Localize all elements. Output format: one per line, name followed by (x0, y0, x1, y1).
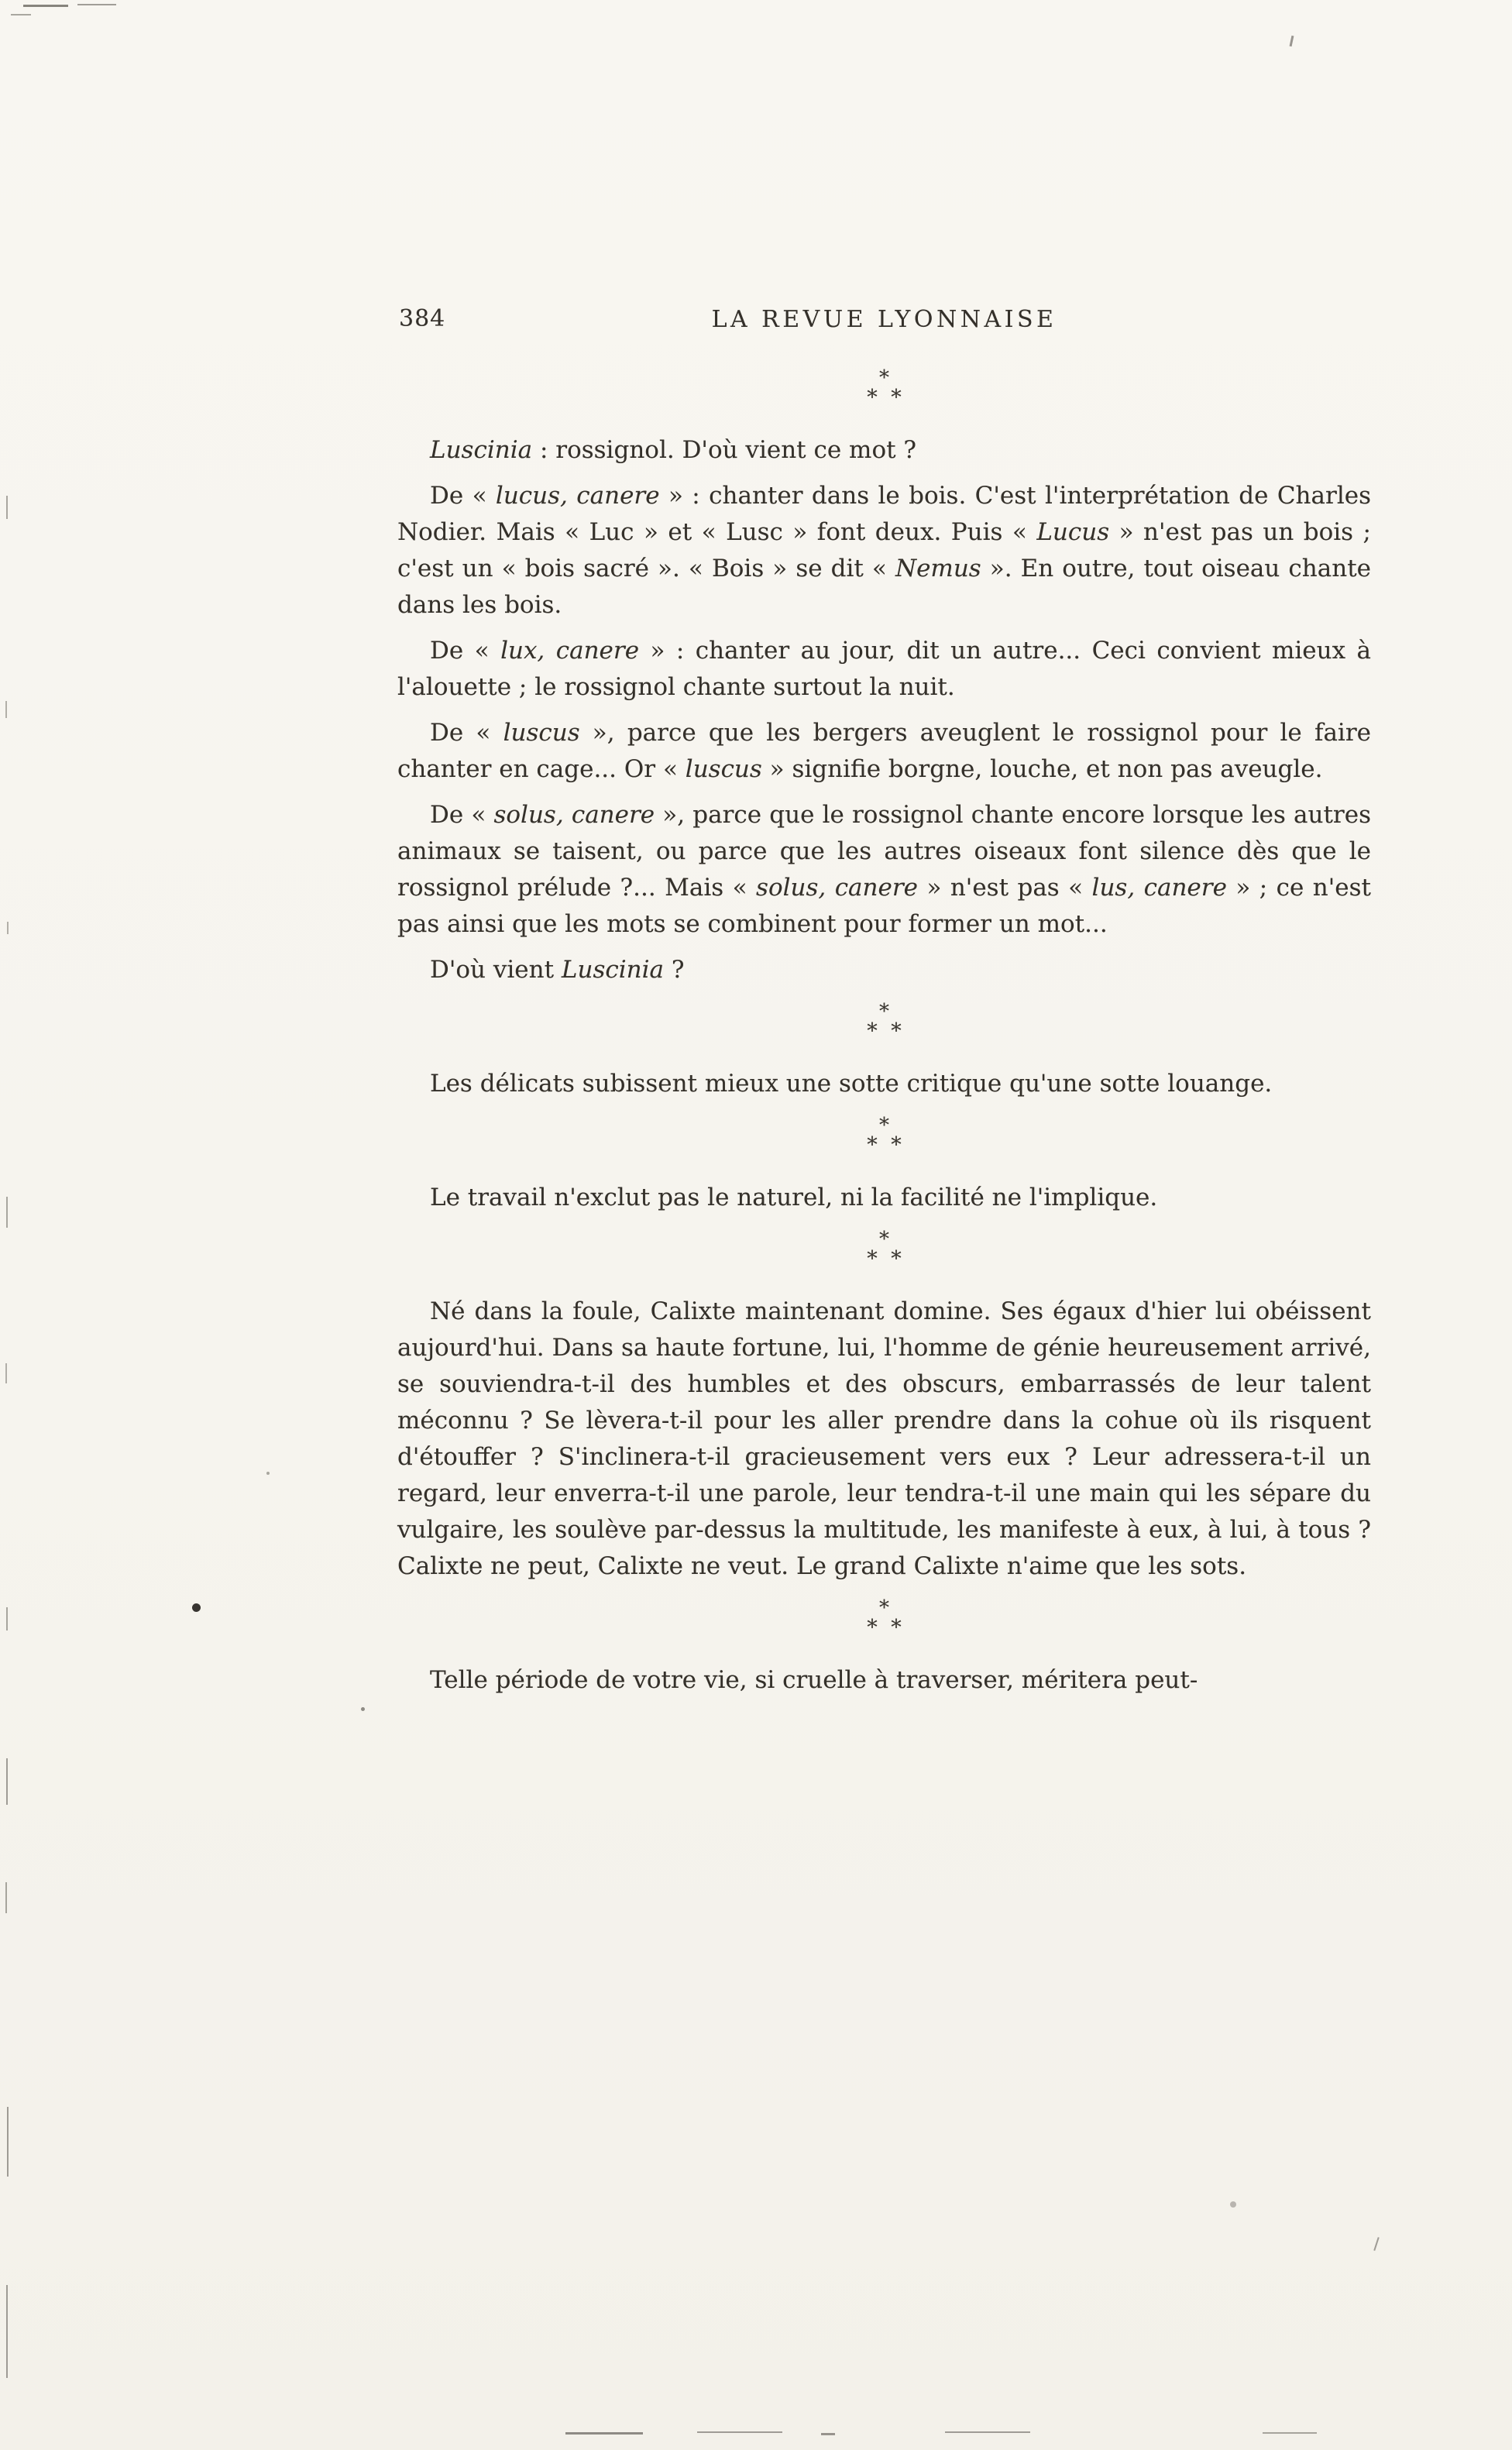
asterisk-icon: * * (867, 386, 902, 410)
body-text: : rossignol. D'où vient ce mot ? (532, 436, 917, 464)
asterisk-icon: * * (867, 1247, 902, 1271)
body-text: De « (430, 719, 503, 747)
asterisk-icon: * (879, 1114, 889, 1137)
paragraph-9 (397, 1294, 1371, 1585)
scan-artifact (5, 1882, 7, 1913)
scan-artifact (1290, 36, 1294, 46)
scan-artifact (5, 1363, 7, 1383)
scan-artifact (697, 2431, 782, 2433)
body-text: D'où vient (430, 956, 562, 984)
asterism-separator-4 (397, 1230, 1371, 1270)
body-text: » n'est pas « (918, 874, 1092, 902)
scan-artifact (945, 2431, 1030, 2433)
asterisk-icon: * (879, 1596, 889, 1620)
paragraph-7 (397, 1066, 1371, 1102)
italic-text: luscus (503, 719, 580, 747)
body-text: » signifie borgne, louche, et non pas aveugle. (761, 755, 1323, 783)
body-text: », parce que le rossignol chante encore lorsque les autres animaux se taisent, ou parce que les autres oiseaux font silence dès que le rossignol prélude ?... Mais « (397, 801, 1372, 902)
italic-text: Nemus (895, 555, 981, 582)
page-number: 384 (399, 305, 446, 332)
scan-artifact (6, 1758, 8, 1805)
scan-artifact (821, 2433, 835, 2435)
ink-dot-artifact (192, 1603, 201, 1612)
page-header (397, 304, 1371, 335)
italic-text: luscus (685, 755, 762, 783)
asterisk-icon: * (879, 1228, 889, 1251)
body-text: » : chanter au jour, dit un autre... Ceci convient mieux à l'alouette ; le rossignol chante surtout la nuit. (397, 637, 1372, 701)
paragraph-3 (397, 633, 1371, 706)
body-text: ? (664, 956, 685, 984)
asterism-separator-3 (397, 1116, 1371, 1156)
paragraph-5 (397, 797, 1371, 943)
scan-artifact (5, 701, 7, 718)
asterisk-icon: * (879, 1000, 889, 1023)
scan-artifact (6, 496, 8, 519)
scan-artifact (6, 1607, 8, 1630)
asterisk-icon: * * (867, 1019, 902, 1043)
scan-artifact (266, 1472, 270, 1475)
paragraph-4 (397, 715, 1371, 788)
text-column (397, 304, 1371, 1708)
scan-artifact (1373, 2237, 1379, 2251)
body-text: Né dans la foule, Calixte maintenant domine. Ses égaux d'hier lui obéissent aujourd'hui. Dans sa haute fortune, lui, l'homme de génie heureusement arrivé, se souviendra-t-il des humbles et des obscurs, embarrassés de leur talent méconnu ? Se lèvera-t-il pour les aller prendre dans la cohue où ils risquent d'étouffer ? S'inclinera-t-il gracieusement vers eux ? Leur adressera-t-il un regard, leur enverra-t-il une parole, leur tendra-t-il une main qui les sépare du vulgaire, les soulève par-dessus la multitude, les manifeste à eux, à lui, à tous ? Calixte ne peut, Calixte ne veut. Le grand Calixte n'aime que les sots. (397, 1297, 1371, 1580)
paragraph-10 (397, 1662, 1371, 1699)
italic-text: Luscinia (561, 956, 665, 984)
asterisk-icon: * (879, 366, 889, 390)
body-text: », parce que les bergers aveuglent le rossignol pour le faire chanter en cage... Or « (397, 719, 1372, 783)
paragraph-1 (397, 432, 1371, 469)
scan-artifact (7, 2107, 9, 2177)
journal-title: LA REVUE LYONNAISE (711, 306, 1057, 333)
italic-text: lus, canere (1091, 874, 1227, 902)
body-text: » : chanter dans le bois. C'est l'interprétation de Charles Nodier. Mais « Luc » et « Lusc » font deux. Puis « (397, 482, 1371, 546)
scan-artifact (77, 4, 116, 5)
body-text: De « (430, 637, 501, 665)
scan-artifact (11, 14, 31, 15)
body-text: Les délicats subissent mieux une sotte critique qu'une sotte louange. (430, 1070, 1273, 1098)
scan-artifact (6, 1197, 8, 1228)
scan-artifact (565, 2432, 643, 2435)
body-text: Le travail n'exclut pas le naturel, ni la facilité ne l'implique. (430, 1184, 1158, 1211)
scan-artifact (6, 2285, 8, 2378)
italic-text: solus, canere (493, 801, 655, 829)
scan-artifact (7, 922, 9, 934)
italic-text: Lucus (1036, 518, 1110, 546)
paragraph-2 (397, 478, 1371, 624)
body-text: Telle période de votre vie, si cruelle à traverser, méritera peut- (430, 1666, 1198, 1694)
body-text: ». En outre, tout oiseau chante dans les bois. (397, 555, 1371, 619)
scan-artifact (361, 1707, 365, 1711)
scan-artifact (1230, 2201, 1236, 2208)
asterism-separator-5 (397, 1596, 1371, 1640)
scan-artifact (23, 5, 68, 7)
body-text: » ; ce n'est pas ainsi que les mots se combinent pour former un mot... (397, 874, 1371, 938)
paragraph-6 (397, 952, 1371, 988)
body-text: De « (430, 482, 496, 510)
asterism-separator-1 (397, 366, 1371, 410)
body-text: De « (430, 801, 494, 829)
italic-text: Luscinia (430, 436, 533, 464)
italic-text: lux, canere (500, 637, 640, 665)
body-text: » n'est pas un bois ; c'est un « bois sacré ». « Bois » se dit « (397, 518, 1371, 582)
scan-artifact (1263, 2432, 1317, 2434)
paragraph-8 (397, 1180, 1371, 1216)
asterisk-icon: * * (867, 1133, 902, 1157)
asterism-separator-2 (397, 1002, 1371, 1043)
asterisk-icon: * * (867, 1616, 902, 1640)
italic-text: lucus, canere (495, 482, 660, 510)
italic-text: solus, canere (756, 874, 919, 902)
